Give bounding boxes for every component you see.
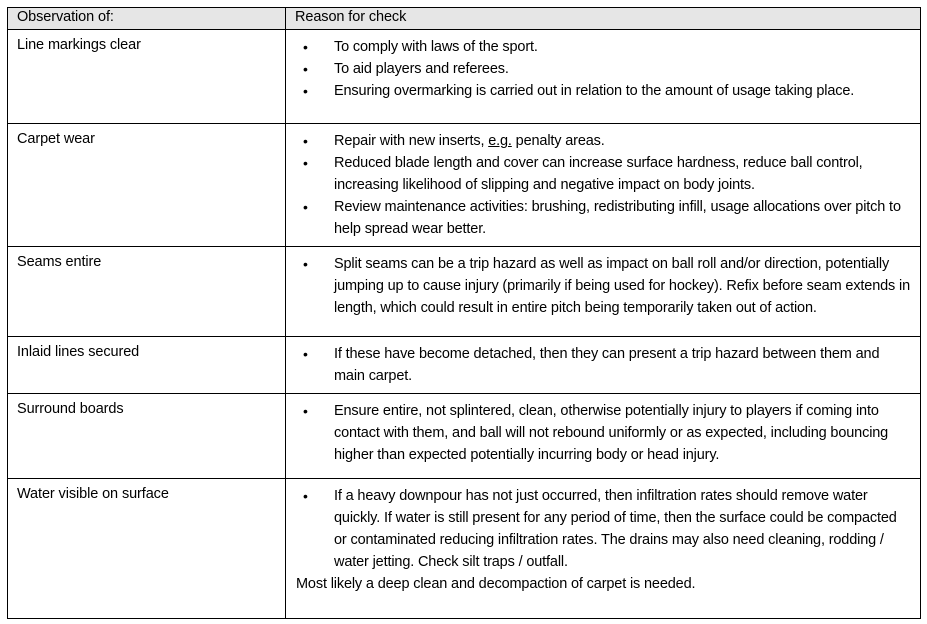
reason-content [286, 247, 920, 325]
table-row [8, 394, 921, 479]
reason-bullet-text: Ensure entire, not splintered, clean, otherwise potentially injury to players if coming into contact with them, and ball will not rebound uniformly or as expected, including bouncing higher than expected potentially incurring body or head injury. [334, 403, 889, 463]
bullet-icon: • [303, 155, 308, 171]
reason-cell [286, 30, 921, 124]
reason-bullet-item [286, 485, 910, 573]
bullet-icon: • [303, 61, 308, 77]
reason-content [286, 479, 920, 601]
observation-cell [8, 479, 286, 619]
table-body [8, 30, 921, 619]
table-row [8, 247, 921, 337]
column-header-observation [8, 8, 286, 30]
reason-bullet-list [286, 253, 910, 319]
reason-bullet-item [286, 130, 910, 152]
reason-bullet-text: To aid players and referees. [334, 61, 509, 77]
reason-bullet-item [286, 343, 910, 387]
column-header-observation-label: Observation of: [17, 9, 114, 25]
table-row [8, 30, 921, 124]
observation-cell [8, 30, 286, 124]
reason-bullet-item [286, 58, 910, 80]
bullet-icon: • [303, 133, 308, 149]
reason-bullet-item [286, 196, 910, 240]
reason-cell [286, 479, 921, 619]
observation-cell [8, 124, 286, 247]
bullet-icon: • [303, 256, 308, 272]
observation-label: Carpet wear [17, 131, 95, 147]
table-header-row [8, 8, 921, 30]
reason-bullet-text: Ensuring overmarking is carried out in relation to the amount of usage taking place. [334, 83, 855, 99]
reason-bullet-list [286, 36, 910, 102]
reason-bullet-list [286, 343, 910, 387]
table-header [8, 8, 921, 30]
bullet-icon: • [303, 346, 308, 362]
reason-bullet-list [286, 130, 910, 240]
bullet-icon: • [303, 199, 308, 215]
reason-bullet-text: If these have become detached, then they can present a trip hazard between them and main carpet. [334, 346, 880, 384]
reason-bullet-item [286, 253, 910, 319]
reason-bullet-list [286, 400, 910, 466]
reason-cell [286, 247, 921, 337]
observation-label: Surround boards [17, 401, 124, 417]
reason-bullet-list [286, 485, 910, 573]
reason-bullet-item [286, 152, 910, 196]
observation-cell [8, 247, 286, 337]
observation-cell [8, 337, 286, 394]
reason-cell [286, 337, 921, 394]
reason-bullet-item [286, 36, 910, 58]
reason-bullet-text: Split seams can be a trip hazard as well as impact on ball roll and/or direction, potentially jumping up to cause injury (primarily if being used for hockey). Refix before seam extends in length, which could result in entire pitch being temporarily taken out of action. [334, 256, 910, 316]
observation-label: Seams entire [17, 254, 102, 270]
reason-bullet-item [286, 400, 910, 466]
reason-note-text: Most likely a deep clean and decompaction of carpet is needed. [296, 576, 696, 592]
table-row [8, 124, 921, 247]
bullet-icon: • [303, 39, 308, 55]
bullet-icon: • [303, 488, 308, 504]
reason-bullet-item [286, 80, 910, 102]
reason-content [286, 337, 920, 393]
observation-cell [8, 394, 286, 479]
table-row [8, 337, 921, 394]
reason-bullet-text: Review maintenance activities: brushing, redistributing infill, usage allocations over pitch to help spread wear better. [334, 199, 901, 237]
observation-label: Inlaid lines secured [17, 344, 140, 360]
bullet-icon: • [303, 403, 308, 419]
reason-content [286, 394, 920, 472]
table-row [8, 479, 921, 619]
reason-bullet-text: Reduced blade length and cover can increase surface hardness, reduce ball control, increasing likelihood of slipping and negative impact on body joints. [334, 155, 863, 193]
emphasised-text: e.g. [488, 133, 512, 149]
bullet-icon: • [303, 83, 308, 99]
reason-bullet-text: Repair with new inserts, e.g. penalty areas. [334, 133, 605, 149]
observation-label: Water visible on surface [17, 486, 169, 502]
reason-content [286, 124, 920, 246]
reason-cell [286, 124, 921, 247]
reason-bullet-text: If a heavy downpour has not just occurred, then infiltration rates should remove water quickly. If water is still present for any period of time, then the surface could be compacted or contaminated reducing infiltration rates. The drains may also need cleaning, rodding / water jetting. Check silt traps / outfall. [334, 488, 897, 570]
reason-cell [286, 394, 921, 479]
observation-reason-table [7, 7, 921, 619]
observation-label: Line markings clear [17, 37, 141, 53]
column-header-reason-label: Reason for check [295, 9, 407, 25]
column-header-reason [286, 8, 921, 30]
reason-content [286, 30, 920, 108]
reason-bullet-text: To comply with laws of the sport. [334, 39, 538, 55]
